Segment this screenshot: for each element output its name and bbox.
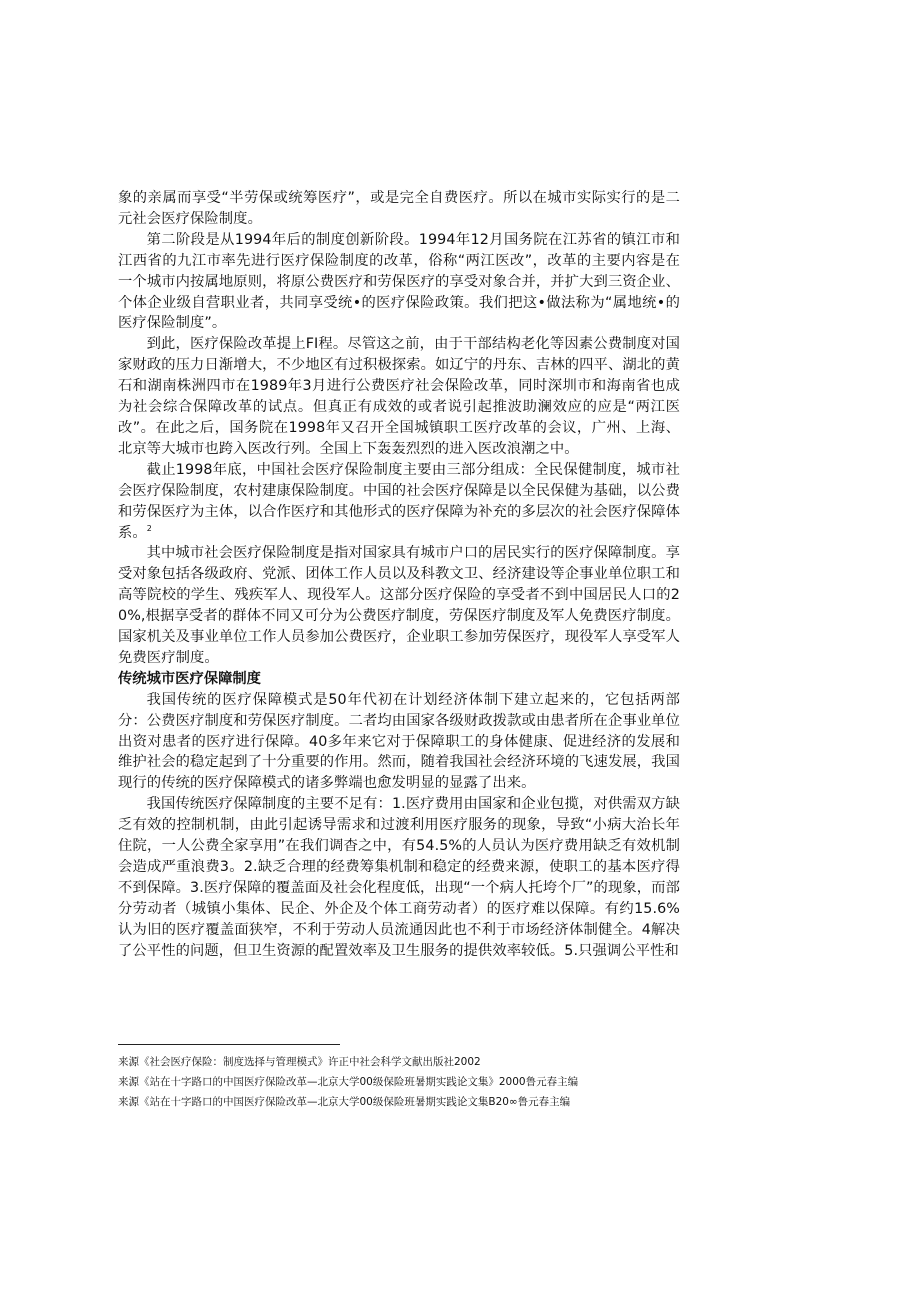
footnotes (118, 1052, 758, 1113)
document-body (118, 188, 680, 962)
footnote-3: 来源《站在十字路口的中国医疗保险改革—北京大学00级保险班暑期实践论文集B20∞鲁元春主编 (118, 1096, 571, 1109)
paragraph-5: 其中城市社会医疗保险制度是指对国家具有城市户口的居民实行的医疗保障制度。享受对象包括各级政府、党派、团体工作人员以及科教文卫、经济建设等企事业单位职工和高等院校的学生、残疾军人、现役军人。这部分医疗保险的享受者不到中国居民人口的20%,根据享受者的群体不同又可分为公费医疗制度，劳保医疗制度及军人免费医疗制度。国家机关及事业单位工作人员参加公费医疗，企业职工参加劳保医疗，现役军人享受军人免费医疗制度。 (118, 545, 680, 666)
footnote-marker: 2 (146, 523, 152, 533)
footnote-2: 来源《站在十字路口的中国医疗保险改革—北京大学00级保险班暑期实践论文集》2000鲁元春主编 (118, 1076, 579, 1089)
footnote-1: 来源《社会医疗保险：制度选择与管理模式》许正中社会科学文献出版社2002 (118, 1056, 481, 1068)
paragraph-6: 我国传统的医疗保障模式是50年代初在计划经济体制下建立起来的，它包括两部分：公费医疗制度和劳保医疗制度。二者均由国家各级财政拨款或由患者所在企事业单位出资对患者的医疗进行保障。40多年来它对于保障职工的身体健康、促进经济的发展和维护社会的稳定起到了十分重要的作用。然而，随着我国社会经济环境的飞速发展，我国现行的传统的医疗保障模式的诸多弊端也愈发明显的显露了出来。 (118, 691, 680, 792)
section-heading: 传统城市医疗保障制度 (118, 670, 261, 687)
footnote-divider (118, 1044, 340, 1045)
paragraph-2: 第二阶段是从1994年后的制度创新阶段。1994年12月国务院在江苏省的镇江市和江西省的九江市率先进行医疗保险制度的改革，俗称“两江医改”，改革的主要内容是在一个城市内按属地原则，将原公费医疗和劳保医疗的享受对象合并，并扩大到三资企业、个体企业级自营职业者，共同享受统•的医疗保险政策。我们把这•做法称为“属地统•的医疗保险制度”。 (118, 231, 680, 332)
paragraph-1: 象的亲属而享受“半劳保或统筹医疗”，或是完全自费医疗。所以在城市实际实行的是二元社会医疗保险制度。 (118, 190, 680, 227)
paragraph-7: 我国传统医疗保障制度的主要不足有：1.医疗费用由国家和企业包揽，对供需双方缺乏有效的控制机制，由此引起诱导需求和过渡利用医疗服务的现象，导致“小病大治长年住院，一人公费全家享用”在我们调杳之中，有54.5%的人员认为医疗费用缺乏有效机制会造成严重浪费3。2.缺乏合理的经费筹集机制和稳定的经费来源，使职工的基本医疗得不到保障。3.医疗保障的覆盖面及社会化程度低，出现“一个病人托垮个厂”的现象，而部分劳动者（城镇小集体、民企、外企及个体工商劳动者）的医疗难以保障。有约15.6%认为旧的医疗覆盖面狭窄，不利于劳动人员流通因此也不利于市场经济体制健全。4解决了公平性的问题，但卫生资源的配置效率及卫生服务的提供效率较低。5.只强调公平性和 (118, 796, 680, 959)
paragraph-4 (118, 460, 680, 544)
paragraph-3: 到此，医疗保险改革提上FI程。尽管这之前，由于干部结构老化等因素公费制度对国家财政的压力日渐增大，不少地区有过积极探索。如辽宁的丹东、吉林的四平、湖北的黄石和湖南株洲四市在1989年3月进行公费医疗社会保险改革，同时深圳市和海南省也成为社会综合保障改革的试点。但真正有成效的或者说引起推波助澜效应的应是“两江医改”。在此之后，国务院在1998年又召开全国城镇职工医疗改革的会议，广州、上海、北京等大城市也跨入医改行列。全国上下轰轰烈烈的进入医改浪潮之中。 (118, 336, 680, 457)
paragraph-4-text: 截止1998年底，中国社会医疗保险制度主要由三部分组成：全民保健制度，城市社会医疗保险制度，农村建康保险制度。中国的社会医疗保障是以全民保健为基础，以公费和劳保医疗为主体，以合作医疗和其他形式的医疗保障为补充的多层次的社会医疗保障体系。 (118, 461, 680, 541)
